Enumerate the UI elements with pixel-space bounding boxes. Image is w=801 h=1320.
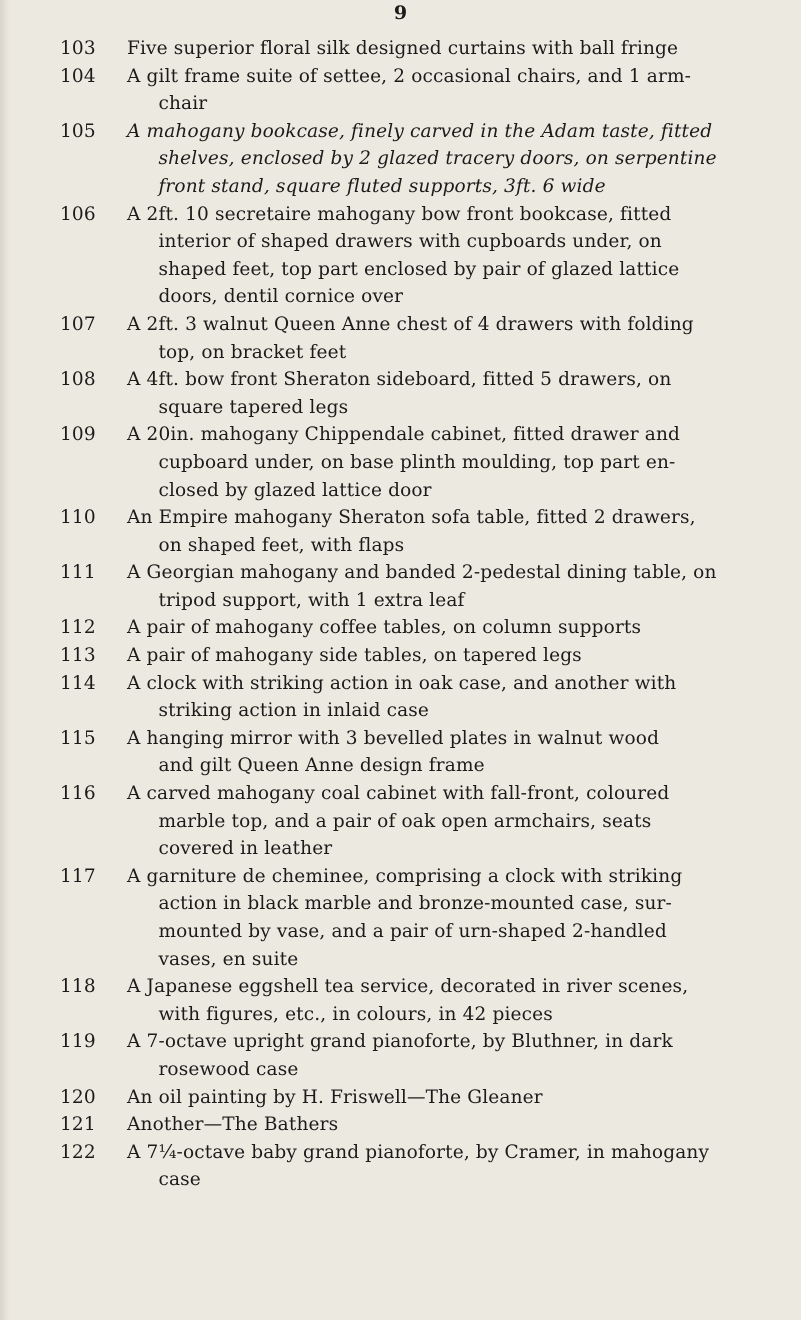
- lot-description: A mahogany bookcase, finely carved in the Adam taste, fitted shelves, enclosed by 2 glazed tracery doors, on serpentine front stand, square fluted supports, 3ft. 6 wide: [127, 120, 717, 197]
- lot-number: 117: [60, 865, 96, 887]
- lot-entry: [60, 725, 780, 780]
- lot-number: 114: [60, 672, 96, 694]
- lot-number: 116: [60, 783, 96, 805]
- lot-entry: [60, 63, 780, 118]
- page-number: 9: [393, 2, 408, 24]
- lot-entry: [60, 201, 780, 311]
- lot-entry: [60, 1028, 780, 1083]
- lot-number: 110: [60, 507, 96, 529]
- lot-description: A 2ft. 10 secretaire mahogany bow front bookcase, fitted interior of shaped drawers with cupboards under, on shaped feet, top part enclosed by pair of glazed lattice doors, dentil cornice over: [127, 203, 680, 308]
- lot-number: 109: [60, 424, 96, 446]
- lot-number: 122: [60, 1141, 96, 1163]
- lot-entry: [60, 973, 780, 1028]
- lot-description: A hanging mirror with 3 bevelled plates in walnut wood and gilt Queen Anne design frame: [127, 727, 660, 777]
- lot-entry: [60, 559, 780, 614]
- lot-number: 113: [60, 645, 96, 667]
- lot-description: A clock with striking action in oak case, and another with striking action in inlaid case: [127, 672, 677, 722]
- lot-entry: [60, 35, 780, 63]
- lot-entry: [60, 863, 780, 973]
- lot-number: 115: [60, 727, 96, 749]
- lot-description: A Georgian mahogany and banded 2-pedestal dining table, on tripod support, with 1 extra leaf: [127, 562, 717, 611]
- lot-entry: [60, 504, 780, 559]
- lot-number: 105: [60, 120, 96, 142]
- lot-entry: [60, 780, 780, 863]
- lot-description: A 20in. mahogany Chippendale cabinet, fitted drawer and cupboard under, on base plinth moulding, top part en- closed by glazed lattice door: [127, 424, 681, 501]
- lot-number: 106: [60, 203, 96, 225]
- lot-description: A pair of mahogany coffee tables, on column supports: [127, 617, 642, 639]
- lot-entry: [60, 670, 780, 725]
- lot-entry: [60, 118, 780, 201]
- lot-description: A 7¼-octave baby grand pianoforte, by Cramer, in mahogany case: [127, 1141, 710, 1191]
- lot-entry: [60, 311, 780, 366]
- lot-entry: [60, 366, 780, 421]
- lot-number: 119: [60, 1031, 96, 1053]
- lot-entry: [60, 642, 780, 670]
- lot-description: An Empire mahogany Sheraton sofa table, fitted 2 drawers, on shaped feet, with flaps: [127, 507, 696, 556]
- lot-description: A Japanese eggshell tea service, decorated in river scenes, with figures, etc., in colours, in 42 pieces: [127, 976, 689, 1025]
- lot-description: A gilt frame suite of settee, 2 occasional chairs, and 1 arm- chair: [127, 65, 692, 115]
- lot-description: A 4ft. bow front Sheraton sideboard, fitted 5 drawers, on square tapered legs: [127, 369, 672, 418]
- lot-number: 107: [60, 313, 96, 335]
- lot-description: Five superior floral silk designed curtains with ball fringe: [127, 38, 679, 59]
- lot-number: 120: [60, 1086, 96, 1108]
- lot-description: Another—The Bathers: [127, 1114, 339, 1136]
- lot-number: 121: [60, 1114, 96, 1136]
- lot-description: An oil painting by H. Friswell—The Gleaner: [127, 1086, 543, 1108]
- lot-number: 104: [60, 65, 96, 87]
- lot-number: 112: [60, 617, 96, 639]
- lot-entry: [60, 1084, 780, 1112]
- lot-entry: [60, 421, 780, 504]
- lot-entry: [60, 1139, 780, 1194]
- lot-description: A 2ft. 3 walnut Queen Anne chest of 4 drawers with folding top, on bracket feet: [127, 313, 694, 363]
- lot-list: [60, 35, 780, 1194]
- page-edge-shadow: [0, 0, 10, 1320]
- lot-number: 118: [60, 976, 96, 998]
- lot-description: A 7-octave upright grand pianoforte, by Bluthner, in dark rosewood case: [127, 1031, 673, 1080]
- lot-number: 103: [60, 38, 96, 59]
- lot-entry: [60, 1111, 780, 1139]
- lot-description: A garniture de cheminee, comprising a clock with striking action in black marble and bronze-mounted case, sur- mounted by vase, and a pair of urn-shaped 2-handled vases, en suite: [127, 865, 683, 970]
- lot-number: 108: [60, 369, 96, 391]
- lot-description: A carved mahogany coal cabinet with fall-front, coloured marble top, and a pair of oak open armchairs, seats covered in leather: [127, 783, 670, 860]
- lot-number: 111: [60, 562, 96, 584]
- lot-entry: [60, 614, 780, 642]
- lot-description: A pair of mahogany side tables, on tapered legs: [127, 645, 582, 667]
